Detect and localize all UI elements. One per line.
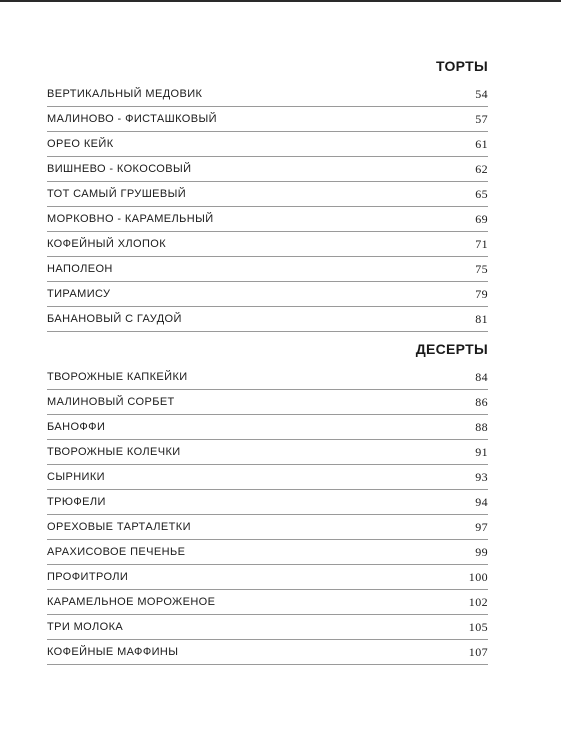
toc-entry[interactable] <box>47 515 488 540</box>
toc-entry-page-number: 54 <box>475 86 488 101</box>
toc-entry[interactable] <box>47 307 488 332</box>
toc-entry[interactable] <box>47 257 488 282</box>
toc-entry-page-number: 65 <box>475 186 488 201</box>
toc-entry-title: МАЛИНОВО - ФИСТАШКОВЫЙ <box>47 113 217 125</box>
toc-entry-page-number: 81 <box>475 311 488 326</box>
toc-entry-title: ВЕРТИКАЛЬНЫЙ МЕДОВИК <box>47 88 203 100</box>
toc-entry-title: ТОТ САМЫЙ ГРУШЕВЫЙ <box>47 188 187 200</box>
section-title: ТОРТЫ <box>435 58 488 74</box>
toc-entry[interactable] <box>47 207 488 232</box>
toc-entry-title: ОРЕО КЕЙК <box>47 138 114 150</box>
toc-entry-title: ТРИ МОЛОКА <box>47 621 124 633</box>
toc-entry-page-number: 94 <box>475 494 488 509</box>
toc-entry[interactable] <box>47 182 488 207</box>
toc-entry-page-number: 69 <box>475 211 488 226</box>
toc-list <box>47 82 488 332</box>
toc-entry-title: НАПОЛЕОН <box>47 263 113 275</box>
toc-entry-page-number: 93 <box>475 469 488 484</box>
toc-entry-title: БАНОФФИ <box>47 421 106 433</box>
toc-list <box>47 365 488 665</box>
toc-entry-page-number: 88 <box>475 419 488 434</box>
toc-entry-page-number: 97 <box>475 519 488 534</box>
toc-entry[interactable] <box>47 282 488 307</box>
toc-entry-page-number: 84 <box>475 369 488 384</box>
toc-entry-title: ПРОФИТРОЛИ <box>47 571 129 583</box>
toc-entry[interactable] <box>47 465 488 490</box>
toc-entry[interactable] <box>47 132 488 157</box>
toc-entry[interactable] <box>47 157 488 182</box>
toc-entry-page-number: 86 <box>475 394 488 409</box>
toc-entry-title: ВИШНЕВО - КОКОСОВЫЙ <box>47 163 192 175</box>
toc-entry-page-number: 102 <box>468 594 488 609</box>
toc-entry-page-number: 61 <box>475 136 488 151</box>
toc-entry-page-number: 105 <box>468 619 488 634</box>
toc-entry[interactable] <box>47 365 488 390</box>
toc-entry-page-number: 62 <box>475 161 488 176</box>
toc-entry[interactable] <box>47 232 488 257</box>
toc-entry[interactable] <box>47 440 488 465</box>
toc-entry-page-number: 71 <box>475 236 488 251</box>
toc-entry[interactable] <box>47 82 488 107</box>
top-border-rule <box>0 0 561 2</box>
section-title: ДЕСЕРТЫ <box>415 341 488 357</box>
toc-entry-page-number: 99 <box>475 544 488 559</box>
toc-entry-title: КОФЕЙНЫЕ МАФФИНЫ <box>47 646 179 658</box>
toc-entry-page-number: 57 <box>475 111 488 126</box>
toc-entry[interactable] <box>47 415 488 440</box>
toc-entry[interactable] <box>47 615 488 640</box>
toc-entry-title: ТИРАМИСУ <box>47 288 111 300</box>
toc-entry-page-number: 79 <box>475 286 488 301</box>
toc-entry[interactable] <box>47 490 488 515</box>
toc-entry-title: ТВОРОЖНЫЕ КОЛЕЧКИ <box>47 446 181 458</box>
toc-section-cakes <box>47 57 488 332</box>
toc-entry-page-number: 91 <box>475 444 488 459</box>
toc-entry-title: ТВОРОЖНЫЕ КАПКЕЙКИ <box>47 371 188 383</box>
toc-entry[interactable] <box>47 390 488 415</box>
toc-entry-title: КАРАМЕЛЬНОЕ МОРОЖЕНОЕ <box>47 596 216 608</box>
toc-entry[interactable] <box>47 640 488 665</box>
toc-entry-page-number: 75 <box>475 261 488 276</box>
toc-entry-title: АРАХИСОВОЕ ПЕЧЕНЬЕ <box>47 546 186 558</box>
toc-entry-title: ТРЮФЕЛИ <box>47 496 106 508</box>
toc-entry-title: ОРЕХОВЫЕ ТАРТАЛЕТКИ <box>47 521 191 533</box>
toc-entry-title: МАЛИНОВЫЙ СОРБЕТ <box>47 396 175 408</box>
toc-entry-page-number: 100 <box>468 569 488 584</box>
toc-entry-title: МОРКОВНО - КАРАМЕЛЬНЫЙ <box>47 213 214 225</box>
toc-entry-title: КОФЕЙНЫЙ ХЛОПОК <box>47 238 167 250</box>
toc-entry-title: СЫРНИКИ <box>47 471 105 483</box>
toc-entry-title: БАНАНОВЫЙ С ГАУДОЙ <box>47 313 182 325</box>
toc-entry[interactable] <box>47 565 488 590</box>
toc-section-desserts <box>47 340 488 665</box>
toc-entry[interactable] <box>47 540 488 565</box>
toc-entry[interactable] <box>47 590 488 615</box>
toc-entry[interactable] <box>47 107 488 132</box>
toc-entry-page-number: 107 <box>468 644 488 659</box>
